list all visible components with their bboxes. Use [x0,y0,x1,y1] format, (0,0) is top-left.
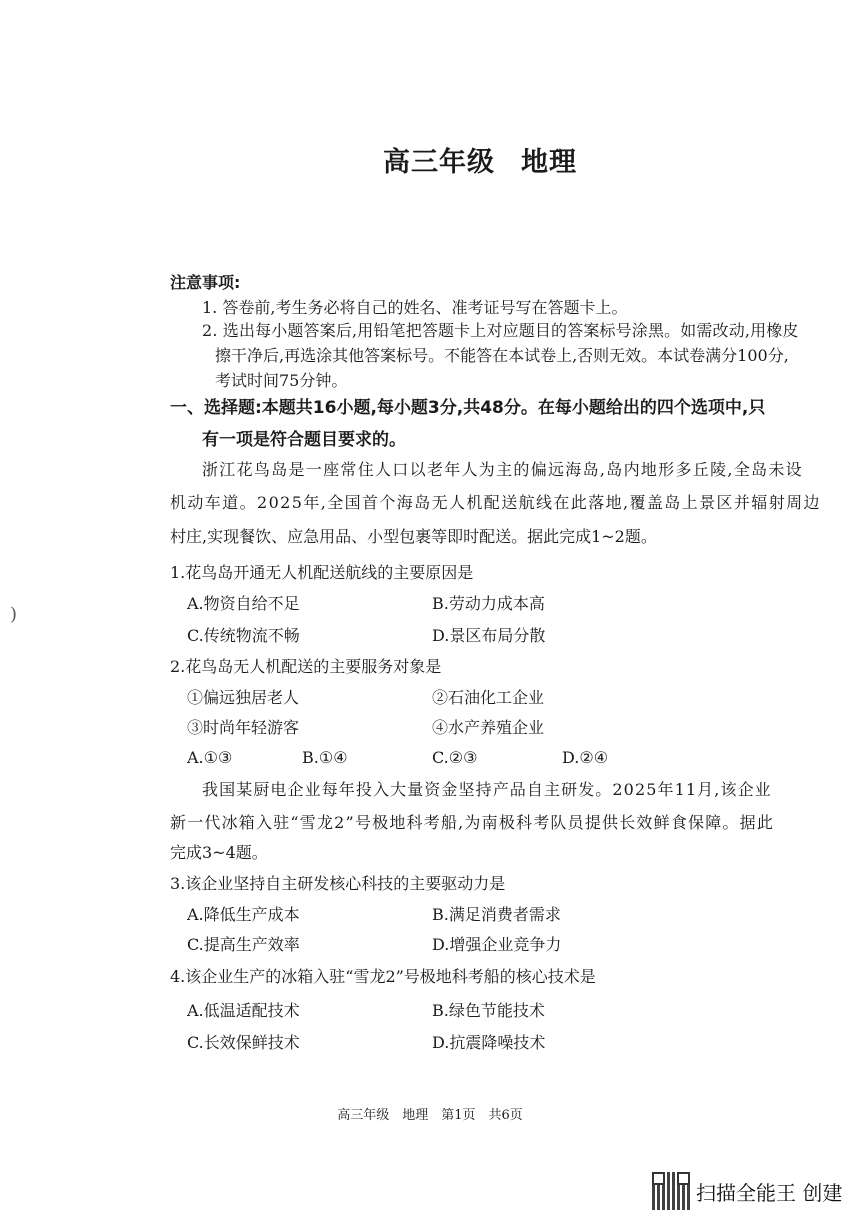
notice-item: 1. 答卷前,考生务必将自己的姓名、准考证号写在答题卡上。 [202,298,628,317]
passage-line: 浙江花鸟岛是一座常住人口以老年人为主的偏远海岛,岛内地形多丘陵,全岛未设 [202,460,803,479]
option: D.增强企业竞争力 [432,935,562,954]
option: A.①③ [187,748,233,767]
option: B.①④ [302,748,348,767]
section-heading: 一、选择题:本题共16小题,每小题3分,共48分。在每小题给出的四个选项中,只 [170,398,766,418]
option: D.②④ [562,748,609,767]
option: A.降低生产成本 [187,905,300,924]
option: A.低温适配技术 [187,1001,300,1020]
question-stem: 2.花鸟岛无人机配送的主要服务对象是 [170,657,442,676]
option: C.提高生产效率 [187,935,300,954]
option: B.劳动力成本高 [432,594,545,613]
margin-mark: ) [10,604,18,625]
option: A.物资自给不足 [187,594,300,613]
question-stem: 4.该企业生产的冰箱入驻“雪龙2”号极地科考船的核心技术是 [170,967,596,986]
option: B.绿色节能技术 [432,1001,545,1020]
option: C.传统物流不畅 [187,626,300,645]
page-title [0,140,867,179]
notice-item: 2. 选出每小题答案后,用铅笔把答题卡上对应题目的答案标号涂黑。如需改动,用橡皮 [202,321,799,340]
option: D.景区布局分散 [432,626,546,645]
option: C.长效保鲜技术 [187,1033,300,1052]
statement: ①偏远独居老人 [187,688,300,707]
statement: ③时尚年轻游客 [187,718,300,737]
title-subject: 地理 [521,147,577,178]
option: C.②③ [432,748,478,767]
passage-line: 完成3~4题。 [170,843,268,862]
notice-item: 考试时间75分钟。 [215,371,348,390]
question-stem: 1.花鸟岛开通无人机配送航线的主要原因是 [170,563,474,582]
statement: ④水产养殖企业 [432,718,545,737]
section-heading: 有一项是符合题目要求的。 [202,430,406,450]
passage-line: 新一代冰箱入驻“雪龙2”号极地科考船,为南极科考队员提供长效鲜食保障。据此 [170,813,775,832]
statement: ②石油化工企业 [432,688,545,707]
passage-line: 村庄,实现餐饮、应急用品、小型包裹等即时配送。据此完成1~2题。 [170,527,657,546]
passage-line: 机动车道。2025年,全国首个海岛无人机配送航线在此落地,覆盖岛上景区并辐射周边 [170,493,821,512]
watermark-text: 扫描全能王 创建 [696,1180,843,1205]
option: D.抗震降噪技术 [432,1033,546,1052]
scanner-watermark [652,1172,842,1210]
notice-item: 擦干净后,再选涂其他答案标号。不能答在本试卷上,否则无效。本试卷满分100分, [215,346,789,365]
page-footer: 高三年级 地理 第1页 共6页 [337,1108,523,1123]
qr-code-icon [652,1172,690,1210]
passage-line: 我国某厨电企业每年投入大量资金坚持产品自主研发。2025年11月,该企业 [202,780,772,799]
question-stem: 3.该企业坚持自主研发核心科技的主要驱动力是 [170,874,506,893]
notice-heading: 注意事项: [170,273,241,292]
title-grade: 高三年级 [383,147,495,178]
option: B.满足消费者需求 [432,905,561,924]
